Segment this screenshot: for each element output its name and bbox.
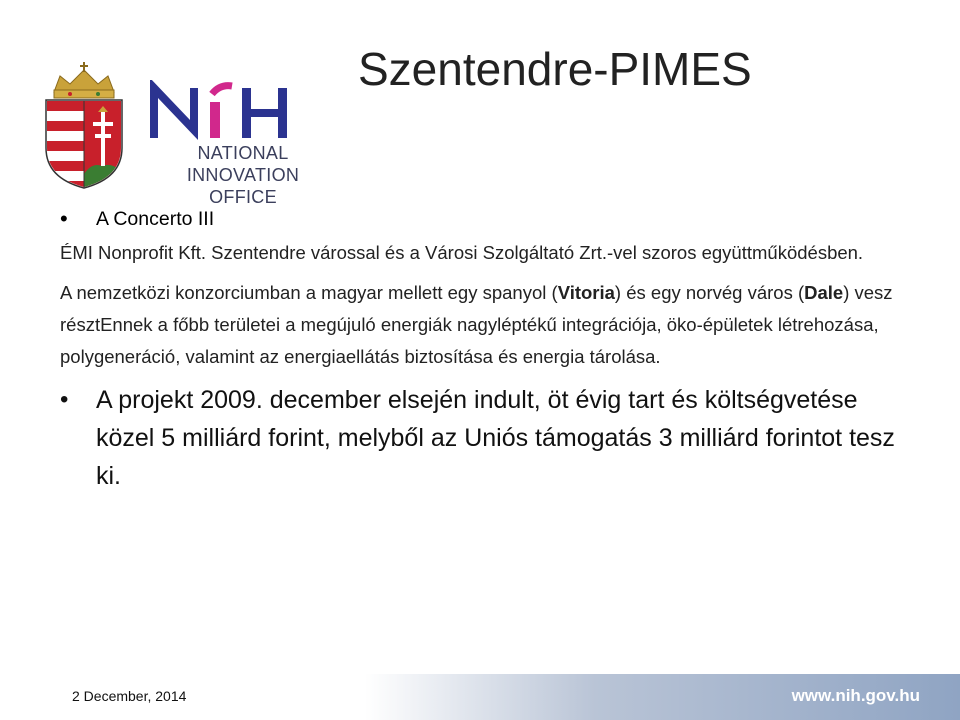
nih-logo-icon (150, 80, 335, 140)
nih-org-line1: NATIONAL INNOVATION (186, 143, 300, 185)
slide-title: Szentendre-PIMES (358, 43, 752, 95)
footer-date: 2 December, 2014 (72, 688, 187, 704)
footer-url[interactable]: www.nih.gov.hu (791, 686, 920, 705)
nih-org-line2: OFFICE (209, 187, 277, 207)
consortium-text-1: A nemzetközi konzorciumban a magyar mellett egy spanyol ( (60, 282, 558, 303)
paragraph-consortium (60, 277, 910, 373)
slide-body (60, 205, 910, 495)
nih-org-name (148, 142, 338, 208)
bullet-project: • A projekt 2009. december elsején indult, öt évig tart és költségvetése közel 5 milliárd forint, melyből az Uniós támogatás 3 milliárd forintot tesz ki. (60, 381, 910, 495)
consortium-text-2: ) és egy norvég város ( (614, 282, 805, 303)
paragraph-emi: ÉMI Nonprofit Kft. Szentendre várossal és a Városi Szolgáltató Zrt.-vel szoros együttműködésben. (60, 242, 864, 263)
consortium-city-dale: Dale (804, 282, 844, 303)
consortium-text-3: ) vesz résztEnnek a főbb területei a megújuló energiák nagyléptékű integrációja, öko-épületek létrehozása, polygeneráció, valamint az energiaellátás biztosítása és energia tárolása. (60, 282, 893, 367)
hungarian-coat-of-arms-icon (40, 62, 128, 190)
consortium-city-vitoria: Vitoria (557, 282, 615, 303)
bullet-concerto: • A Concerto III (60, 205, 910, 233)
